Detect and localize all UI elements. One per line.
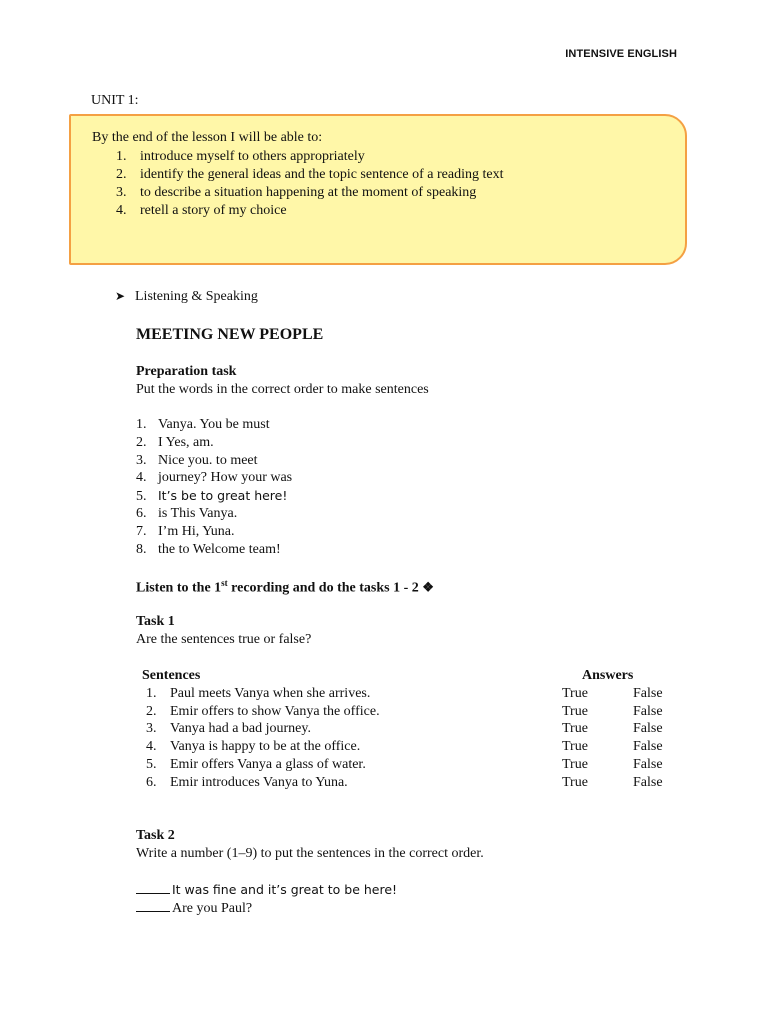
false-option[interactable]: False: [633, 721, 663, 737]
objective-text: retell a story of my choice: [140, 203, 287, 218]
sentence-cell: [136, 685, 562, 703]
objective-text: identify the general ideas and the topic sentence of a reading text: [140, 167, 504, 182]
item-text: is This Vanya.: [158, 505, 238, 521]
preparation-instruction: Put the words in the correct order to make sentences: [136, 382, 429, 397]
row-number: 2.: [146, 703, 157, 719]
list-item: [136, 487, 292, 505]
answer-blank[interactable]: [136, 899, 170, 912]
item-number: 3.: [136, 452, 147, 468]
listen-suffix: recording and do the tasks 1 - 2: [227, 580, 419, 596]
arrow-bullet-icon: ➤: [115, 289, 126, 303]
row-text: Vanya is happy to be at the office.: [170, 739, 361, 755]
row-text: Emir introduces Vanya to Yuna.: [170, 774, 348, 790]
sentence-cell: [136, 720, 562, 738]
false-option[interactable]: False: [633, 703, 663, 719]
objective-number: 4.: [116, 203, 127, 218]
objectives-box: [69, 114, 687, 265]
task1-heading: Task 1: [136, 614, 175, 629]
row-number: 3.: [146, 721, 157, 737]
objectives-list: [116, 148, 503, 220]
course-header: INTENSIVE ENGLISH: [565, 48, 677, 60]
row-number: 1.: [146, 685, 157, 701]
table-row: [136, 756, 693, 774]
objective-text: introduce myself to others appropriately: [140, 149, 365, 164]
objective-number: 1.: [116, 149, 127, 164]
unit-label: UNIT 1:: [91, 93, 139, 108]
table-row: [136, 720, 693, 738]
item-text: It’s be to great here!: [158, 488, 288, 504]
false-option[interactable]: False: [633, 774, 663, 790]
list-item: [136, 469, 292, 487]
answers-column-header: Answers: [582, 668, 634, 683]
row-text: Emir offers Vanya a glass of water.: [170, 756, 366, 772]
item-text: Nice you. to meet: [158, 452, 258, 468]
listen-instruction: [136, 578, 434, 597]
item-text: the to Welcome team!: [158, 541, 281, 557]
objective-item: [116, 166, 503, 184]
listen-prefix: Listen to the 1: [136, 580, 222, 596]
ordering-text: It was fine and it’s great to be here!: [172, 882, 398, 897]
section-bullet-label: Listening & Speaking: [135, 289, 258, 304]
ordering-text: Are you Paul?: [172, 901, 253, 916]
objective-item: [116, 148, 503, 166]
true-option[interactable]: True: [562, 739, 588, 755]
true-option[interactable]: True: [562, 703, 588, 719]
table-header-row: [136, 667, 693, 685]
objective-item: [116, 184, 503, 202]
false-option[interactable]: False: [633, 756, 663, 772]
true-option[interactable]: True: [562, 721, 588, 737]
row-text: Vanya had a bad journey.: [170, 721, 311, 737]
list-item: [136, 452, 292, 470]
preparation-heading: Preparation task: [136, 364, 237, 379]
objective-text: to describe a situation happening at the moment of speaking: [140, 185, 477, 200]
sentences-column-header: Sentences: [142, 668, 201, 683]
true-false-table: [136, 667, 693, 792]
row-text: Paul meets Vanya when she arrives.: [170, 685, 371, 701]
true-option[interactable]: True: [562, 774, 588, 790]
true-option[interactable]: True: [562, 756, 588, 772]
task1-instruction: Are the sentences true or false?: [136, 632, 312, 647]
item-number: 1.: [136, 417, 147, 432]
item-number: 6.: [136, 505, 147, 521]
ear-icon: ❖: [422, 579, 434, 595]
item-text: journey? How your was: [158, 470, 293, 486]
sentence-cell: [136, 738, 562, 756]
list-item: [136, 416, 292, 434]
list-item: [136, 505, 292, 523]
table-row: [136, 685, 693, 703]
listen-ordinal: st: [221, 578, 228, 588]
objectives-intro: By the end of the lesson I will be able to:: [92, 130, 323, 145]
answer-blank[interactable]: [136, 881, 170, 894]
objective-number: 3.: [116, 185, 127, 200]
objective-item: [116, 202, 503, 220]
scrambled-sentences-list: [136, 416, 292, 558]
ordering-item: [136, 881, 397, 899]
task2-instruction: Write a number (1–9) to put the sentences in the correct order.: [136, 846, 484, 861]
false-option[interactable]: False: [633, 685, 663, 701]
list-item: [136, 541, 292, 559]
item-number: 2.: [136, 434, 147, 450]
sentence-cell: [136, 703, 562, 721]
true-option[interactable]: True: [562, 685, 588, 701]
list-item: [136, 523, 292, 541]
item-number: 5.: [136, 489, 147, 505]
task2-heading: Task 2: [136, 828, 175, 843]
ordering-item: [136, 899, 252, 917]
row-number: 4.: [146, 739, 157, 755]
item-text: I Yes, am.: [158, 434, 214, 450]
table-row: [136, 774, 693, 792]
item-text: Vanya. You be must: [158, 417, 270, 432]
item-number: 4.: [136, 470, 147, 486]
row-number: 5.: [146, 756, 157, 772]
row-text: Emir offers to show Vanya the office.: [170, 703, 380, 719]
item-number: 8.: [136, 541, 147, 557]
section-bullet: [115, 289, 258, 305]
list-item: [136, 434, 292, 452]
sentence-cell: [136, 756, 562, 774]
table-row: [136, 738, 693, 756]
section-title: MEETING NEW PEOPLE: [136, 326, 324, 343]
table-row: [136, 703, 693, 721]
objective-number: 2.: [116, 167, 127, 182]
row-number: 6.: [146, 774, 157, 790]
false-option[interactable]: False: [633, 739, 663, 755]
item-number: 7.: [136, 523, 147, 539]
sentence-cell: [136, 774, 562, 792]
item-text: I’m Hi, Yuna.: [158, 523, 235, 539]
